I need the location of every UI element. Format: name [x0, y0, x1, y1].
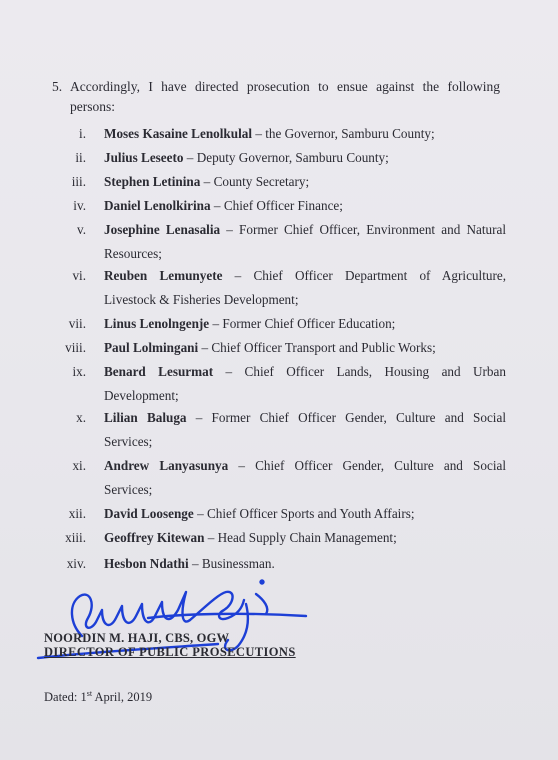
person-numeral: i.	[79, 126, 86, 141]
paragraph-number: 5.	[52, 79, 63, 94]
person-numeral: x.	[76, 410, 86, 425]
person-line	[104, 530, 506, 546]
paragraph-text-line1: Accordingly, I have directed prosecution to ensue against the following	[70, 79, 500, 94]
signatory-title: DIRECTOR OF PUBLIC PROSECUTIONS	[44, 645, 296, 659]
person-line	[104, 268, 506, 284]
date-line	[44, 689, 152, 705]
person-line	[104, 458, 506, 474]
person-numeral: xiv.	[66, 556, 86, 571]
person-role: – Former Chief Officer Education;	[209, 316, 396, 331]
person-line	[104, 316, 506, 332]
person-numeral: iii.	[71, 174, 86, 189]
paragraph-5-line1	[52, 76, 500, 98]
person-name: Lilian Baluga	[104, 410, 187, 425]
person-role: – Chief Officer Department of Agriculture,	[222, 268, 506, 283]
person-numeral: ii.	[75, 150, 86, 165]
person-name: Andrew Lanyasunya	[104, 458, 229, 473]
person-role: – Chief Officer Gender, Culture and Social	[228, 458, 506, 473]
person-name: Daniel Lenolkirina	[104, 198, 211, 213]
person-name: Josephine Lenasalia	[104, 222, 221, 237]
person-name: Benard Lesurmat	[104, 364, 214, 379]
person-numeral: vii.	[68, 316, 86, 331]
person-line	[104, 150, 506, 166]
person-role-continuation: Services;	[104, 434, 153, 449]
person-name: Linus Lenolngenje	[104, 316, 210, 331]
person-line	[104, 340, 506, 356]
date-superscript: st	[86, 689, 93, 698]
person-role-continuation: Livestock & Fisheries Development;	[104, 292, 299, 307]
person-numeral: v.	[76, 222, 86, 237]
person-role: – Former Chief Officer, Environment and Natural	[220, 222, 506, 237]
person-line	[104, 222, 506, 238]
person-name: Julius Leseeto	[104, 150, 184, 165]
person-name: Reuben Lemunyete	[104, 268, 223, 283]
person-line	[104, 556, 506, 572]
person-role: – Chief Officer Transport and Public Works;	[198, 340, 436, 355]
person-name: David Loosenge	[104, 506, 194, 521]
person-line	[104, 198, 506, 214]
person-numeral: vi.	[72, 268, 86, 283]
person-role: – Chief Officer Finance;	[210, 198, 343, 213]
person-role-continuation: Services;	[104, 482, 153, 497]
person-name: Geoffrey Kitewan	[104, 530, 205, 545]
person-numeral: ix.	[72, 364, 86, 379]
person-role: – County Secretary;	[200, 174, 310, 189]
person-name: Moses Kasaine Lenolkulal	[104, 126, 253, 141]
person-role: – Businessman.	[188, 556, 275, 571]
person-numeral: xii.	[68, 506, 86, 521]
person-name: Hesbon Ndathi	[104, 556, 189, 571]
person-role-continuation: Development;	[104, 388, 179, 403]
person-role: – Former Chief Officer Gender, Culture and Social	[186, 410, 506, 425]
person-role: – Deputy Governor, Samburu County;	[183, 150, 389, 165]
date-suffix: April, 2019	[92, 690, 153, 705]
person-line	[104, 364, 506, 380]
signatory-name: NOORDIN M. HAJI, CBS, OGW	[44, 631, 230, 645]
person-numeral: iv.	[73, 198, 86, 213]
person-numeral: xiii.	[65, 530, 86, 545]
person-role: – Chief Officer Lands, Housing and Urban	[213, 364, 506, 379]
person-name: Stephen Letinina	[104, 174, 201, 189]
person-name: Paul Lolmingani	[104, 340, 199, 355]
person-role: – Head Supply Chain Management;	[204, 530, 397, 545]
person-line	[104, 126, 506, 142]
person-line	[104, 174, 506, 190]
person-role-continuation: Resources;	[104, 246, 162, 261]
date-prefix: Dated: 1	[44, 690, 87, 705]
person-numeral: xi.	[72, 458, 86, 473]
person-line	[104, 506, 506, 522]
person-numeral: viii.	[65, 340, 86, 355]
person-role: – the Governor, Samburu County;	[252, 126, 435, 141]
paragraph-text-line2: persons:	[70, 99, 115, 114]
person-role: – Chief Officer Sports and Youth Affairs;	[193, 506, 415, 521]
person-line	[104, 410, 506, 426]
